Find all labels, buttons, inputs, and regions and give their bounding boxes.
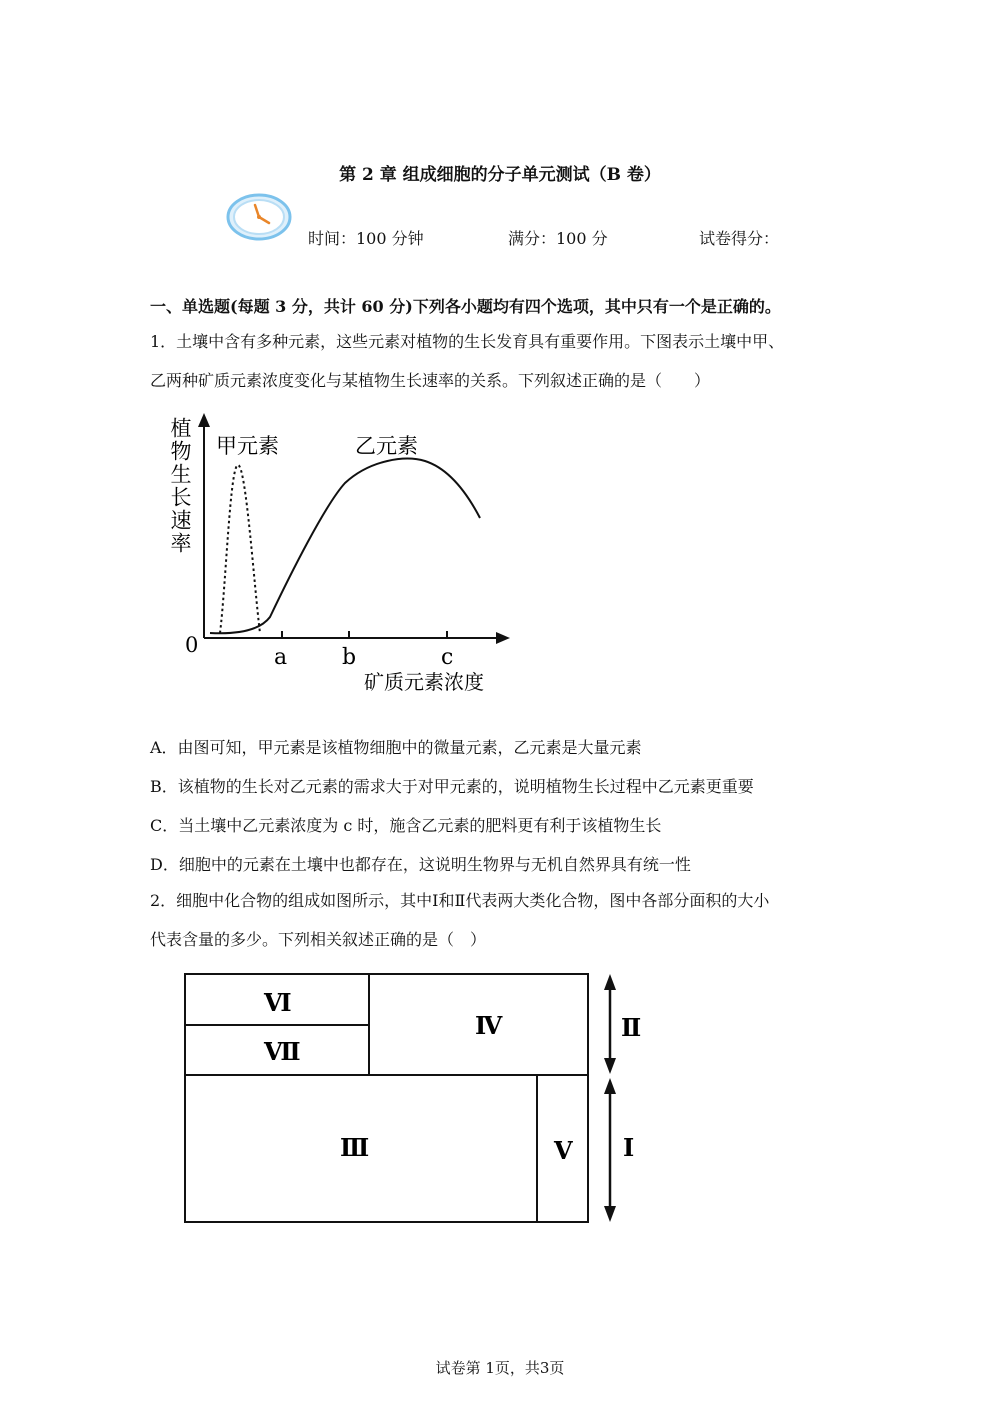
option-c: C．当土壤中乙元素浓度为 c 时，施含乙元素的肥料更有利于该植物生长	[150, 816, 662, 835]
clock-icon	[226, 193, 294, 243]
y-axis-arrow	[198, 413, 210, 427]
question-1-stem	[150, 322, 850, 400]
series-yi-line	[210, 459, 480, 634]
question-2-stem	[150, 881, 850, 959]
region-V-label: Ⅴ	[554, 1136, 573, 1165]
option-a: A．由图可知，甲元素是该植物细胞中的微量元素，乙元素是大量元素	[150, 738, 642, 757]
x-tick-label-a: a	[274, 645, 288, 670]
chart-ylabel: 植物生长速率	[168, 417, 192, 555]
series-jia-line	[220, 465, 260, 633]
full-score: 满分：100 分	[508, 229, 608, 248]
region-III-label: Ⅲ	[340, 1133, 370, 1162]
arrow-II-label: Ⅱ	[621, 1013, 642, 1042]
question-1-chart	[150, 405, 520, 705]
arrow-II-up-head	[604, 974, 616, 990]
chart-xlabel: 矿质元素浓度	[364, 670, 484, 694]
question-1-line-1: 1．土壤中含有多种元素，这些元素对植物的生长发育具有重要作用。下图表示土壤中甲、	[150, 332, 785, 351]
region-VII-label: Ⅶ	[264, 1037, 301, 1066]
arrow-I-label: Ⅰ	[623, 1133, 635, 1162]
section-heading: 一、单选题(每题 3 分，共计 60 分)下列各小题均有四个选项，其中只有一个是正确的。	[150, 297, 781, 316]
arrow-I-down-head	[604, 1206, 616, 1222]
question-2-line-1: 2．细胞中化合物的组成如图所示，其中Ⅰ和Ⅱ代表两大类化合物，图中各部分面积的大小	[150, 891, 770, 910]
origin-label: 0	[185, 633, 199, 657]
x-axis-arrow	[496, 632, 510, 644]
option-b: B．该植物的生长对乙元素的需求大于对甲元素的，说明植物生长过程中乙元素更重要	[150, 777, 754, 796]
arrow-I-up-head	[604, 1078, 616, 1094]
series-jia-label: 甲元素	[216, 434, 279, 458]
region-IV-label: Ⅳ	[475, 1011, 503, 1040]
page-title: 第 2 章 组成细胞的分子单元测试（B 卷）	[339, 165, 661, 185]
exam-time: 时间：100 分钟	[308, 229, 424, 248]
series-yi-label: 乙元素	[355, 434, 418, 458]
question-2-diagram	[180, 968, 660, 1230]
diagram-outer-box	[185, 974, 588, 1222]
page-footer: 试卷第 1页，共3页	[435, 1359, 565, 1377]
option-d: D．细胞中的元素在土壤中也都存在，这说明生物界与无机自然界具有统一性	[150, 855, 691, 874]
region-VI-label: Ⅵ	[264, 988, 292, 1017]
arrow-II-down-head	[604, 1058, 616, 1074]
question-1-line-2: 乙两种矿质元素浓度变化与某植物生长速率的关系。下列叙述正确的是（ ）	[150, 371, 711, 390]
question-2-line-2: 代表含量的多少。下列相关叙述正确的是（ ）	[150, 930, 487, 949]
score-label: 试卷得分：	[699, 229, 780, 248]
x-tick-label-b: b	[342, 645, 357, 670]
x-tick-label-c: c	[441, 645, 454, 670]
